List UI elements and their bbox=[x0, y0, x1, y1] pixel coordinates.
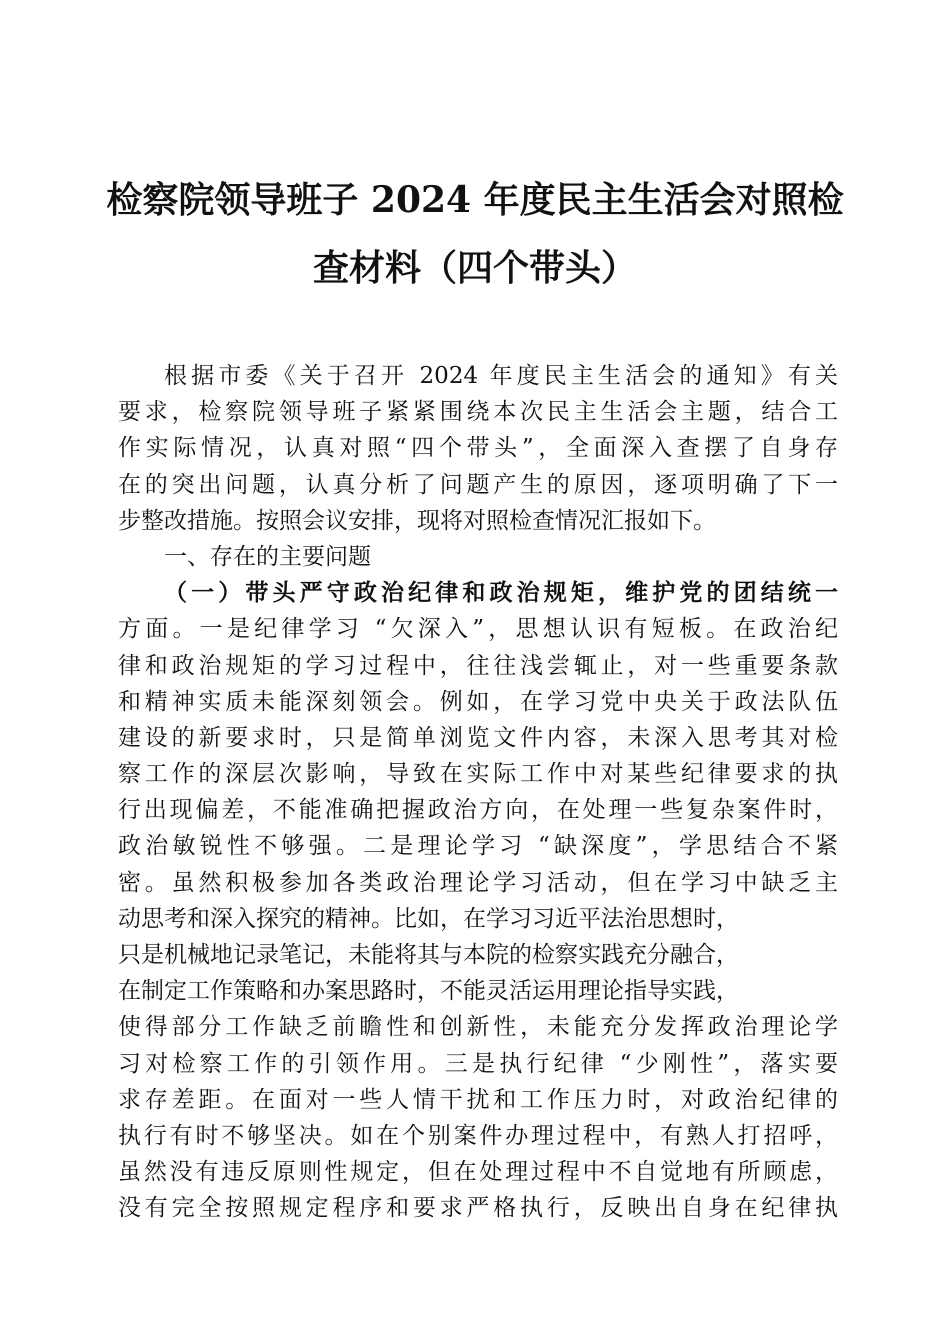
body-line: 要求，检察院领导班子紧紧围绕本次民主生活会主题，结合工 bbox=[118, 399, 838, 426]
body-line: 密。虽然积极参加各类政治理论学习活动，但在学习中缺乏主 bbox=[118, 869, 838, 896]
body-line: 步整改措施。按照会议安排，现将对照检查情况汇报如下。 bbox=[118, 507, 716, 534]
body-line: 虽然没有违反原则性规定，但在处理过程中不自觉地有所顾虑， bbox=[118, 1159, 838, 1186]
document-body bbox=[118, 358, 838, 1227]
body-line: 没有完全按照规定程序和要求严格执行，反映出自身在纪律执 bbox=[118, 1195, 838, 1222]
body-line: 律和政治规矩的学习过程中，往往浅尝辄止，对一些重要条款 bbox=[118, 652, 838, 679]
body-line: 在制定工作策略和办案思路时，不能灵活运用理论指导实践， bbox=[118, 978, 739, 1005]
body-line: 只是机械地记录笔记，未能将其与本院的检察实践充分融合， bbox=[118, 942, 739, 968]
subsection-heading: （一）带头严守政治纪律和政治规矩，维护党的团结统一 bbox=[164, 579, 838, 607]
body-line: 政治敏锐性不够强。二是理论学习 “缺深度”，学思结合不紧 bbox=[118, 833, 838, 860]
body-line: 执行有时不够坚决。如在个别案件办理过程中，有熟人打招呼， bbox=[118, 1122, 838, 1149]
document-title-line-1: 检察院领导班子 2024 年度民主生活会对照检 bbox=[106, 179, 844, 221]
body-line: 习对检察工作的引领作用。三是执行纪律 “少刚性”，落实要 bbox=[118, 1050, 838, 1077]
body-line: 求存差距。在面对一些人情干扰和工作压力时，对政治纪律的 bbox=[118, 1086, 838, 1113]
document-title-line-2: 查材料（四个带头） bbox=[312, 247, 637, 289]
body-line: 动思考和深入探究的精神。比如，在学习习近平法治思想时， bbox=[118, 905, 739, 932]
body-line: 察工作的深层次影响，导致在实际工作中对某些纪律要求的执 bbox=[118, 761, 838, 788]
body-line: 和精神实质未能深刻领会。例如，在学习党中央关于政法队伍 bbox=[118, 688, 838, 715]
section-heading: 一、存在的主要问题 bbox=[164, 543, 371, 570]
body-line: 方面。一是纪律学习 “欠深入”，思想认识有短板。在政治纪 bbox=[118, 616, 838, 643]
body-line: 建设的新要求时，只是简单浏览文件内容，未深入思考其对检 bbox=[118, 724, 838, 751]
body-line: 在的突出问题，认真分析了问题产生的原因，逐项明确了下一 bbox=[118, 471, 838, 498]
body-line: 作实际情况，认真对照“四个带头”，全面深入查摆了自身存 bbox=[118, 435, 838, 462]
body-line: 根据市委《关于召开 2024 年度民主生活会的通知》有关 bbox=[164, 363, 838, 389]
body-line: 行出现偏差，不能准确把握政治方向，在处理一些复杂案件时， bbox=[118, 797, 838, 824]
body-line: 使得部分工作缺乏前瞻性和创新性，未能充分发挥政治理论学 bbox=[118, 1014, 838, 1041]
